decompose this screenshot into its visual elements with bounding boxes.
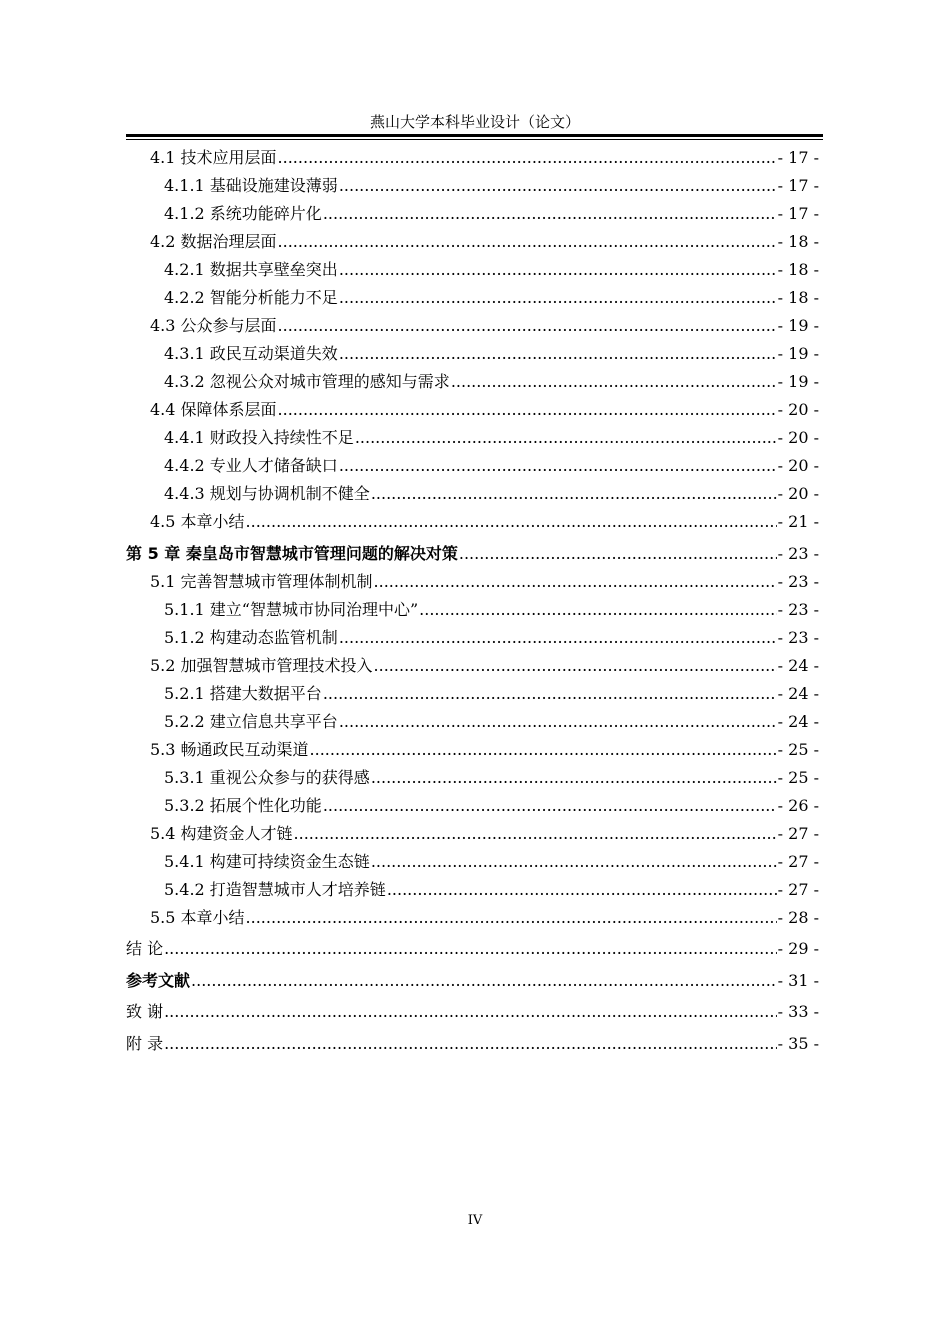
toc-dot-leader — [339, 627, 777, 649]
toc-chapter-entry[interactable] — [126, 1023, 819, 1055]
toc-page-number: - 17 - — [777, 176, 819, 195]
toc-dot-leader — [339, 287, 777, 309]
toc-page-number: - 25 - — [777, 739, 819, 759]
toc-entry-title: 4.4.1 财政投入持续性不足 — [164, 428, 354, 447]
toc-entry[interactable] — [126, 621, 819, 649]
toc-entry[interactable] — [126, 873, 819, 901]
toc-entry-title: 4.4.3 规划与协调机制不健全 — [164, 484, 370, 503]
toc-page-number: - 18 - — [777, 288, 819, 307]
toc-page-number: - 28 - — [777, 907, 819, 927]
toc-entry[interactable] — [126, 761, 819, 789]
toc-dot-leader — [294, 823, 777, 845]
toc-entry-title: 4.2.2 智能分析能力不足 — [164, 288, 338, 307]
toc-dot-leader — [339, 175, 777, 197]
toc-dot-leader — [374, 655, 777, 677]
toc-page-number: - 17 - — [777, 148, 819, 167]
toc-dot-leader — [459, 543, 777, 565]
toc-page-number: - 20 - — [777, 428, 819, 447]
toc-page-number: - 33 - — [777, 1002, 819, 1021]
toc-chapter-entry[interactable] — [126, 992, 819, 1024]
toc-dot-leader — [371, 483, 777, 505]
toc-page-number: - 18 - — [777, 260, 819, 279]
toc-entry-title: 4.4.2 专业人才储备缺口 — [164, 456, 338, 475]
toc-dot-leader — [451, 371, 777, 393]
toc-entry-title: 5.2.1 搭建大数据平台 — [164, 683, 322, 703]
toc-entry-title: 5.2 加强智慧城市管理技术投入 — [150, 655, 373, 675]
toc-page-number: - 20 - — [777, 484, 819, 503]
toc-chapter-entry[interactable] — [126, 960, 819, 992]
toc-dot-leader — [339, 343, 777, 365]
toc-dot-leader — [278, 147, 777, 169]
toc-entry[interactable] — [126, 197, 819, 225]
toc-entry[interactable] — [126, 477, 819, 505]
toc-entry-title: 5.3.1 重视公众参与的获得感 — [164, 767, 370, 787]
toc-entry[interactable] — [126, 337, 819, 365]
toc-page-number: - 20 - — [777, 456, 819, 475]
toc-entry-title: 5.1 完善智慧城市管理体制机制 — [150, 571, 373, 591]
toc-entry-title: 4.1.1 基础设施建设薄弱 — [164, 176, 338, 195]
toc-page-number: - 23 - — [777, 599, 819, 619]
toc-entry[interactable] — [126, 141, 819, 169]
toc-entry-title: 4.1.2 系统功能碎片化 — [164, 204, 322, 223]
toc-entry-title: 致 谢 — [126, 1002, 164, 1021]
toc-entry[interactable] — [126, 789, 819, 817]
toc-entry[interactable] — [126, 225, 819, 253]
toc-page-number: - 27 - — [777, 851, 819, 871]
table-of-contents — [126, 141, 819, 1055]
toc-entry-title: 4.5 本章小结 — [150, 512, 245, 531]
toc-chapter-entry[interactable] — [126, 929, 819, 961]
toc-entry[interactable] — [126, 253, 819, 281]
toc-entry-title: 5.1.1 建立“智慧城市协同治理中心” — [164, 599, 419, 619]
header-rule-thin — [126, 139, 823, 140]
toc-dot-leader — [191, 970, 777, 992]
toc-page-number: - 17 - — [777, 204, 819, 223]
toc-entry[interactable] — [126, 593, 819, 621]
toc-dot-leader — [371, 767, 777, 789]
toc-entry[interactable] — [126, 505, 819, 533]
toc-dot-leader — [374, 571, 777, 593]
toc-page-number: - 31 - — [777, 970, 819, 990]
toc-entry[interactable] — [126, 169, 819, 197]
toc-dot-leader — [278, 399, 777, 421]
toc-entry-title: 5.3 畅通政民互动渠道 — [150, 739, 309, 759]
toc-dot-leader — [339, 711, 777, 733]
toc-page-number: - 27 - — [777, 823, 819, 843]
toc-page-number: - 29 - — [777, 939, 819, 958]
toc-entry-title: 5.1.2 构建动态监管机制 — [164, 627, 338, 647]
toc-page-number: - 24 - — [777, 655, 819, 675]
toc-dot-leader — [339, 455, 777, 477]
toc-page-number: - 27 - — [777, 879, 819, 899]
toc-dot-leader — [355, 427, 777, 449]
toc-entry-title: 第 5 章 秦皇岛市智慧城市管理问题的解决对策 — [126, 543, 458, 563]
toc-page-number: - 23 - — [777, 571, 819, 591]
toc-entry[interactable] — [126, 845, 819, 873]
toc-entry[interactable] — [126, 393, 819, 421]
toc-dot-leader — [310, 739, 777, 761]
toc-dot-leader — [164, 938, 777, 960]
toc-page-number: - 21 - — [777, 512, 819, 531]
toc-dot-leader — [246, 907, 777, 929]
toc-page-number: - 23 - — [777, 627, 819, 647]
toc-dot-leader — [323, 203, 777, 225]
toc-dot-leader — [164, 1033, 777, 1055]
toc-entry-title: 4.2 数据治理层面 — [150, 232, 277, 251]
toc-entry-title: 5.4.1 构建可持续资金生态链 — [164, 851, 370, 871]
toc-dot-leader — [246, 511, 777, 533]
toc-entry-title: 5.4 构建资金人才链 — [150, 823, 293, 843]
toc-entry-title: 4.4 保障体系层面 — [150, 400, 277, 419]
toc-page-number: - 24 - — [777, 711, 819, 731]
toc-entry-title: 5.5 本章小结 — [150, 907, 245, 927]
toc-entry[interactable] — [126, 901, 819, 929]
toc-dot-leader — [419, 599, 776, 621]
toc-entry[interactable] — [126, 421, 819, 449]
toc-entry-title: 5.2.2 建立信息共享平台 — [164, 711, 338, 731]
toc-entry[interactable] — [126, 365, 819, 393]
toc-dot-leader — [323, 683, 777, 705]
toc-page-number: - 18 - — [777, 232, 819, 251]
toc-page-number: - 25 - — [777, 767, 819, 787]
toc-chapter-entry[interactable] — [126, 533, 819, 565]
toc-entry-title: 结 论 — [126, 939, 164, 958]
toc-entry-title: 5.4.2 打造智慧城市人才培养链 — [164, 879, 386, 899]
toc-entry[interactable] — [126, 309, 819, 337]
toc-entry-title: 4.3.2 忽视公众对城市管理的感知与需求 — [164, 372, 450, 391]
toc-page-number: - 19 - — [777, 372, 819, 391]
toc-page-number: - 20 - — [777, 400, 819, 419]
toc-entry[interactable] — [126, 649, 819, 677]
toc-page-number: - 24 - — [777, 683, 819, 703]
toc-entry[interactable] — [126, 281, 819, 309]
toc-page-number: - 35 - — [777, 1033, 819, 1053]
header-rule-thick — [126, 134, 823, 137]
toc-dot-leader — [387, 879, 777, 901]
toc-entry[interactable] — [126, 733, 819, 761]
toc-dot-leader — [323, 795, 777, 817]
toc-dot-leader — [164, 1001, 777, 1023]
toc-dot-leader — [339, 259, 777, 281]
toc-entry-title: 4.3.1 政民互动渠道失效 — [164, 344, 338, 363]
toc-page-number: - 26 - — [777, 795, 819, 815]
toc-entry-title: 5.3.2 拓展个性化功能 — [164, 795, 322, 815]
toc-dot-leader — [278, 315, 777, 337]
toc-entry[interactable] — [126, 677, 819, 705]
toc-entry-title: 附 录 — [126, 1033, 164, 1053]
toc-entry[interactable] — [126, 817, 819, 845]
toc-dot-leader — [278, 231, 777, 253]
toc-page-number: - 19 - — [777, 316, 819, 335]
toc-entry-title: 参考文献 — [126, 970, 191, 990]
toc-entry-title: 4.3 公众参与层面 — [150, 316, 277, 335]
toc-dot-leader — [371, 851, 777, 873]
toc-entry-title: 4.2.1 数据共享壁垒突出 — [164, 260, 338, 279]
running-header: 燕山大学本科毕业设计（论文） — [369, 113, 580, 131]
page-number: IV — [467, 1213, 483, 1228]
toc-entry[interactable] — [126, 565, 819, 593]
toc-page-number: - 19 - — [777, 344, 819, 363]
toc-entry-title: 4.1 技术应用层面 — [150, 148, 277, 167]
toc-entry[interactable] — [126, 705, 819, 733]
toc-entry[interactable] — [126, 449, 819, 477]
toc-page-number: - 23 - — [777, 543, 819, 563]
